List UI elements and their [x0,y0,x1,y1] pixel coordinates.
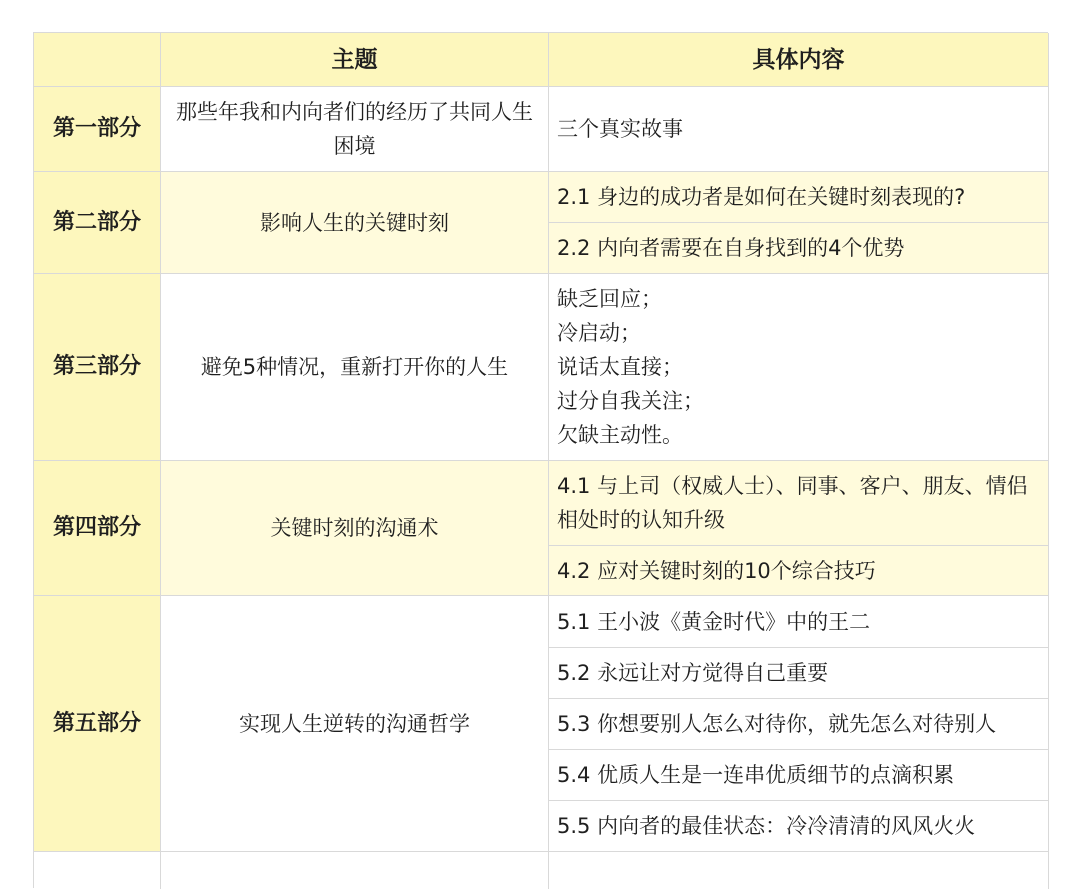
row-content-2-1: 2.1 身边的成功者是如何在关键时刻表现的? [549,172,1049,223]
row-label-5: 第五部分 [34,596,161,852]
row-content-3 [549,274,1049,461]
row-label-3: 第三部分 [34,274,161,461]
row-content-5-2: 5.2 永远让对方觉得自己重要 [549,648,1049,699]
empty-cell [34,852,161,889]
row-topic-2: 影响人生的关键时刻 [161,172,549,274]
header-topic: 主题 [161,33,549,87]
row-content-5-4: 5.4 优质人生是一连串优质细节的点滴积累 [549,750,1049,801]
empty-cell [549,852,1049,889]
row-topic-1: 那些年我和内向者们的经历了共同人生困境 [161,87,549,172]
row-label-2: 第二部分 [34,172,161,274]
row-content-4-2: 4.2 应对关键时刻的10个综合技巧 [549,546,1049,596]
row-content-5-1: 5.1 王小波《黄金时代》中的王二 [549,596,1049,648]
content-line: 欠缺主动性。 [557,423,683,447]
row-content-5-3: 5.3 你想要别人怎么对待你，就先怎么对待别人 [549,699,1049,750]
row-topic-3: 避免5种情况，重新打开你的人生 [161,274,549,461]
row-label-1: 第一部分 [34,87,161,172]
content-line: 说话太直接； [557,355,683,379]
content-line: 过分自我关注； [557,389,704,413]
header-content: 具体内容 [549,33,1049,87]
row-content-4-1: 4.1 与上司（权威人士）、同事、客户、朋友、情侣相处时的认知升级 [549,461,1049,546]
empty-cell [161,852,549,889]
row-content-5-5: 5.5 内向者的最佳状态：冷冷清清的风风火火 [549,801,1049,852]
header-cell-empty [34,33,161,87]
row-topic-5: 实现人生逆转的沟通哲学 [161,596,549,852]
row-content-1: 三个真实故事 [549,87,1049,172]
content-line: 缺乏回应； [557,287,662,311]
content-line: 冷启动； [557,321,641,345]
row-content-2-2: 2.2 内向者需要在自身找到的4个优势 [549,223,1049,274]
row-topic-4: 关键时刻的沟通术 [161,461,549,596]
row-label-4: 第四部分 [34,461,161,596]
content-table [33,32,1048,888]
